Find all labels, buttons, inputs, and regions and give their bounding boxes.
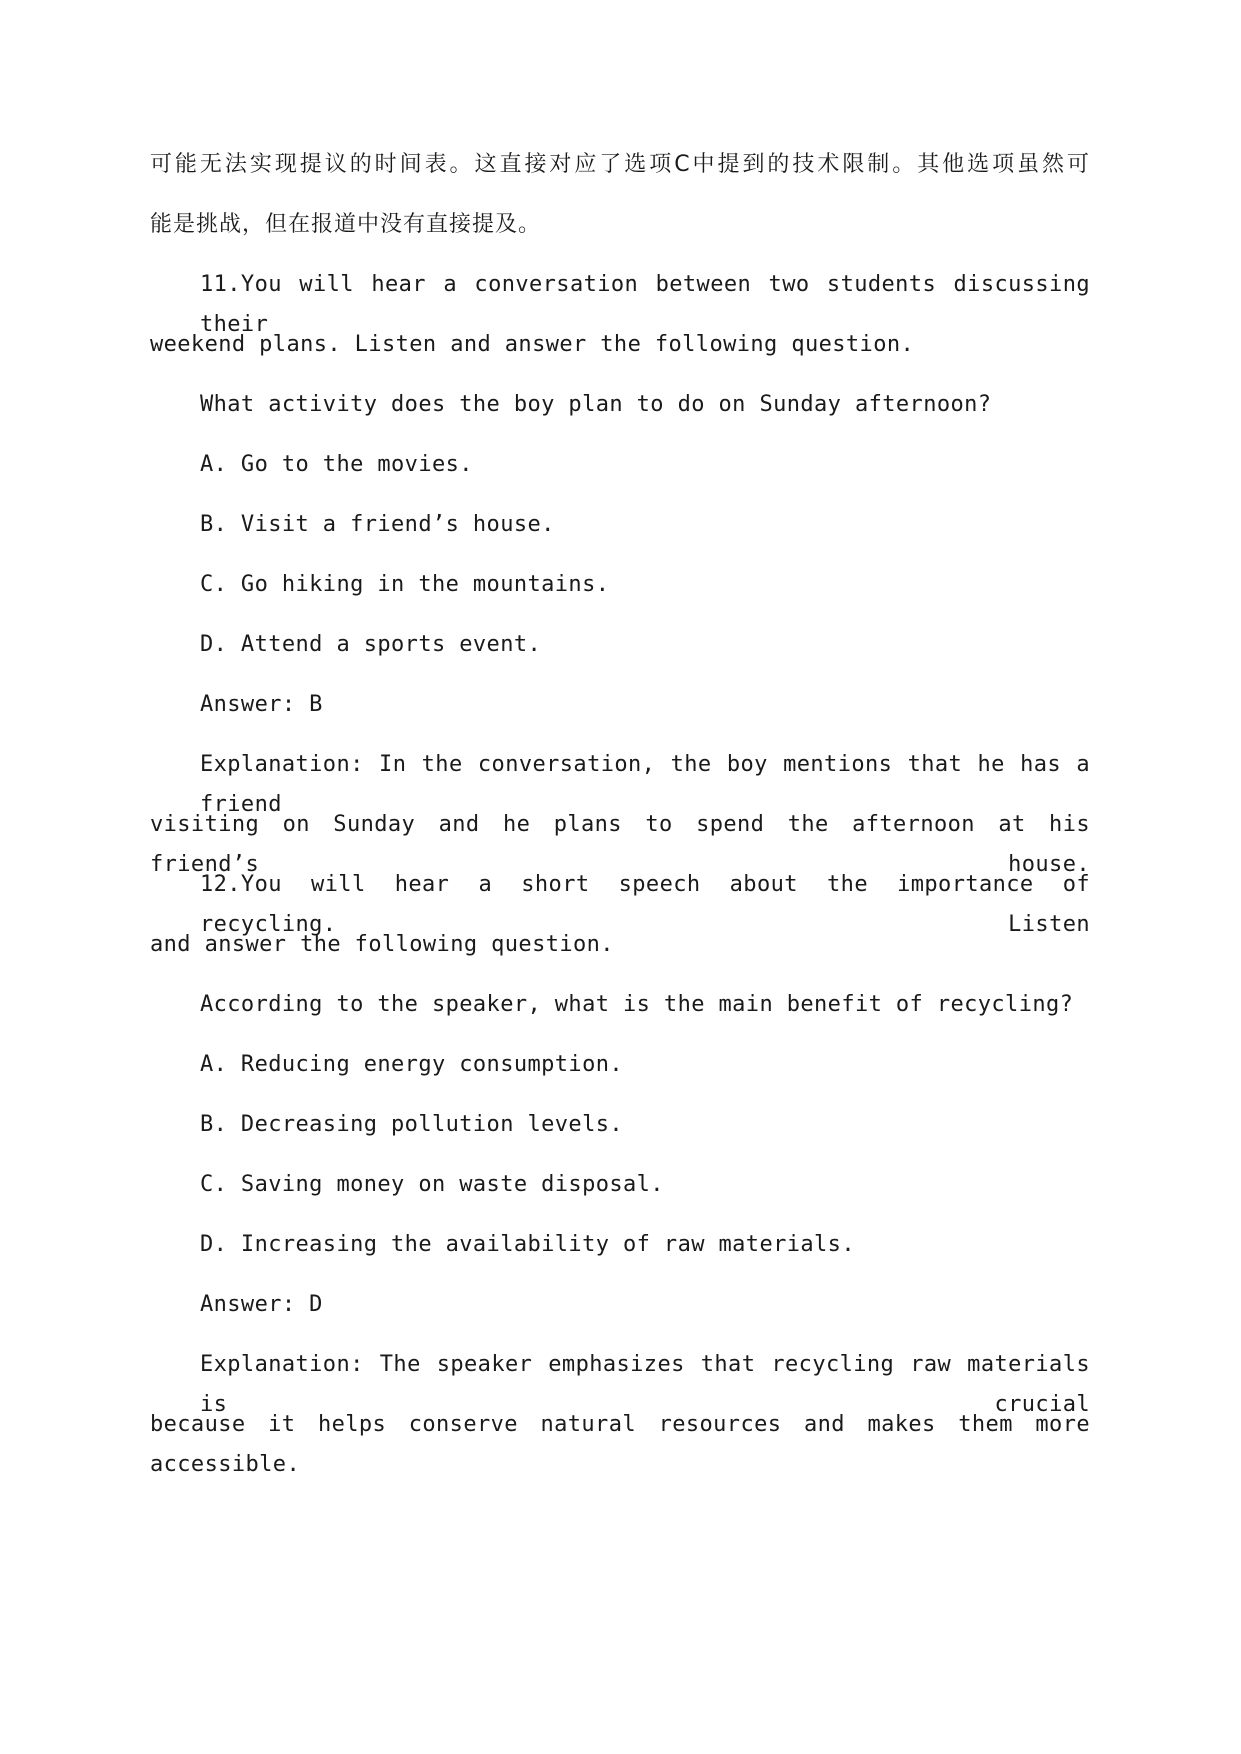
question-12-text: According to the speaker, what is the main benefit of recycling? (200, 992, 1074, 1017)
question-11-text: What activity does the boy plan to do on Sunday afternoon? (200, 392, 992, 417)
question-11-prompt-line-1: 11.You will hear a conversation between two students discussing their (200, 272, 1090, 337)
question-11-explanation-line-1: Explanation: In the conversation, the boy mentions that he has a friend (200, 752, 1090, 817)
question-12-option-b: B. Decreasing pollution levels. (200, 1112, 623, 1137)
question-12-prompt-line-2: and answer the following question. (150, 932, 614, 957)
question-11-prompt-line-2: weekend plans. Listen and answer the following question. (150, 332, 915, 357)
question-12-option-c: C. Saving money on waste disposal. (200, 1172, 664, 1197)
question-11-answer: Answer: B (200, 692, 323, 717)
paragraph-line-cjk-2: 能是挑战，但在报道中没有直接提及。 (150, 212, 542, 237)
question-12-explanation-line-1: Explanation: The speaker emphasizes that recycling raw materials is crucial (200, 1352, 1090, 1417)
paragraph-line-cjk-1: 可能无法实现提议的时间表。这直接对应了选项C中提到的技术限制。其他选项虽然可 (150, 152, 1090, 177)
question-11-option-b: B. Visit a friend’s house. (200, 512, 555, 537)
question-12-option-d: D. Increasing the availability of raw materials. (200, 1232, 855, 1257)
question-12-explanation-line-2: because it helps conserve natural resources and makes them more accessible. (150, 1412, 1090, 1477)
question-12-prompt-line-1: 12.You will hear a short speech about the importance of recycling. Listen (200, 872, 1090, 937)
question-11-option-a: A. Go to the movies. (200, 452, 473, 477)
question-12-option-a: A. Reducing energy consumption. (200, 1052, 623, 1077)
question-11-option-d: D. Attend a sports event. (200, 632, 542, 657)
question-11-explanation-line-2: visiting on Sunday and he plans to spend the afternoon at his friend’s house. (150, 812, 1090, 877)
question-11-option-c: C. Go hiking in the mountains. (200, 572, 610, 597)
question-12-answer: Answer: D (200, 1292, 323, 1317)
